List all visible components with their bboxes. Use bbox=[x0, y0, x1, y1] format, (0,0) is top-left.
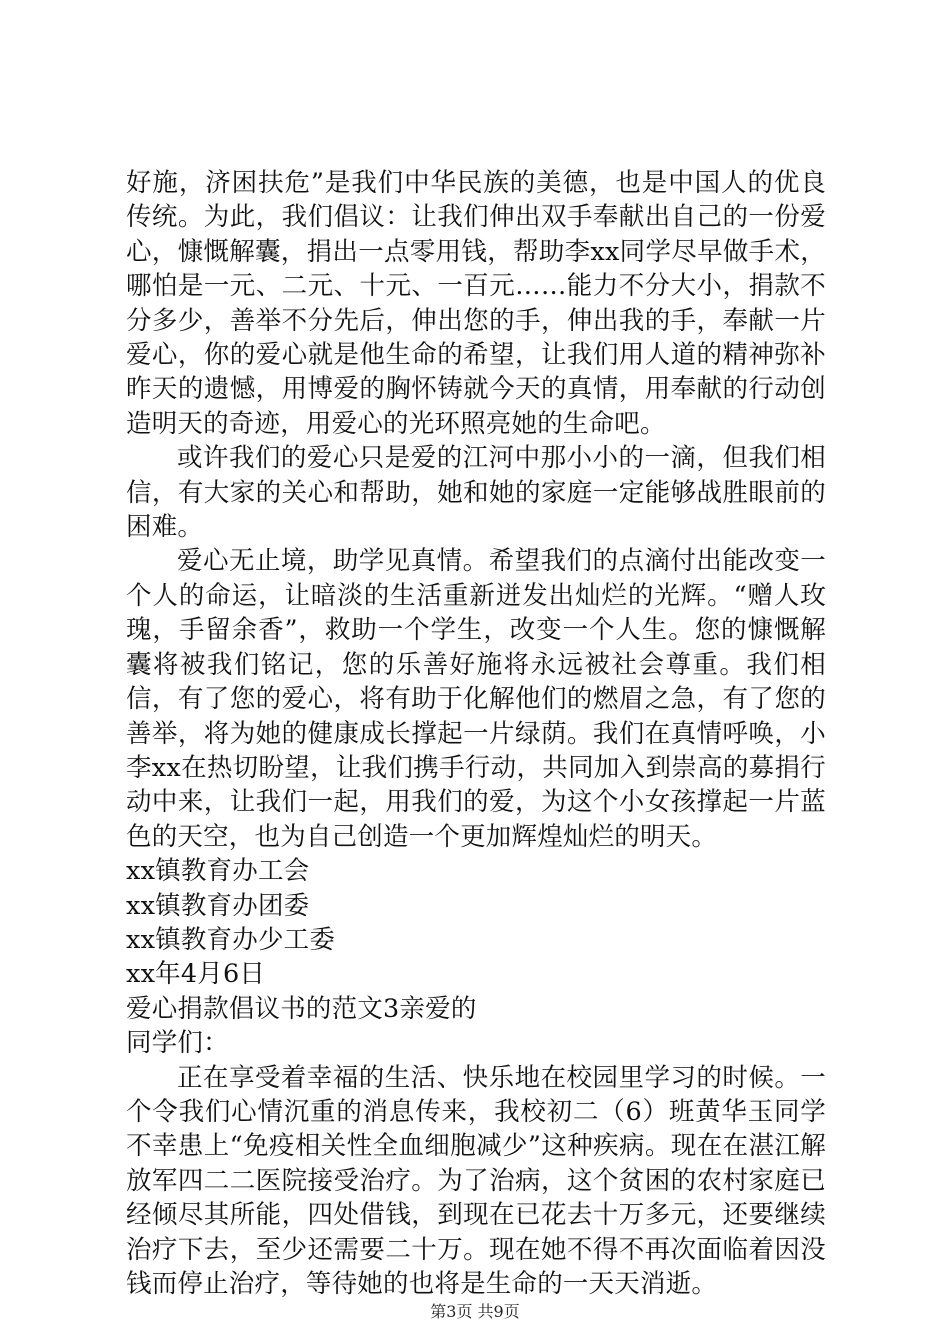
section-heading: 爱心捐款倡议书的范文3亲爱的 bbox=[126, 993, 477, 1024]
signature-union: xx镇教育办工会 bbox=[126, 856, 310, 887]
signature-young-pioneers: xx镇教育办少工委 bbox=[126, 924, 336, 955]
signature-league: xx镇教育办团委 bbox=[126, 890, 310, 921]
paragraph-news: 正在享受着幸福的生活、快乐地在校园里学习的时候。一个令我们心情沉重的消息传来，我校初二（6）班黄华玉同学不幸患上“免疫相关性全血细胞减少”这种疾病。现在在湛江解放军四二二医院接受治疗。为了治病，这个贫困的农村家庭已经倾尽其所能，四处借钱，到现在已花去十万多元，还要继续治疗下去，至少还需要二十万。现在她不得不再次面临着因没钱而停止治疗，等待她的也将是生命的一天天消逝。 bbox=[126, 1062, 826, 1299]
paragraph-appeal: 爱心无止境，助学见真情。希望我们的点滴付出能改变一个人的命运，让暗淡的生活重新迸发出灿烂的光辉。“赠人玫瑰，手留余香”，救助一个学生，改变一个人生。您的慷慨解囊将被我们铭记，您的乐善好施将永远被社会尊重。我们相信，有了您的爱心，将有助于化解他们的燃眉之急，有了您的善举，将为她的健康成长撑起一片绿荫。我们在真情呼唤，小李xx在热切盼望，让我们携手行动，共同加入到崇高的募捐行动中来，让我们一起，用我们的爱，为这个小女孩撑起一片蓝色的天空，也为自己创造一个更加辉煌灿烂的明天。 bbox=[126, 546, 826, 852]
document-body bbox=[126, 166, 826, 1301]
page-number: 第3页 共9页 bbox=[430, 1302, 520, 1321]
paragraph-hope: 或许我们的爱心只是爱的江河中那小小的一滴，但我们相信，有大家的关心和帮助，她和她的家庭一定能够战胜眼前的困难。 bbox=[126, 443, 826, 543]
page-footer bbox=[0, 1302, 950, 1322]
greeting: 同学们： bbox=[126, 1028, 229, 1059]
paragraph-continued: 好施，济困扶危”是我们中华民族的美德，也是中国人的优良传统。为此，我们倡议：让我们伸出双手奉献出自己的一份爱心，慷慨解囊，捐出一点零用钱，帮助李xx同学尽早做手术，哪怕是一元、二元、十元、一百元……能力不分大小，捐款不分多少，善举不分先后，伸出您的手，伸出我的手，奉献一片爱心，你的爱心就是他生命的希望，让我们用人道的精神弥补昨天的遗憾，用博爱的胸怀铸就今天的真情，用奉献的行动创造明天的奇迹，用爱心的光环照亮她的生命吧。 bbox=[126, 168, 826, 439]
signature-date: xx年4月6日 bbox=[126, 959, 266, 990]
